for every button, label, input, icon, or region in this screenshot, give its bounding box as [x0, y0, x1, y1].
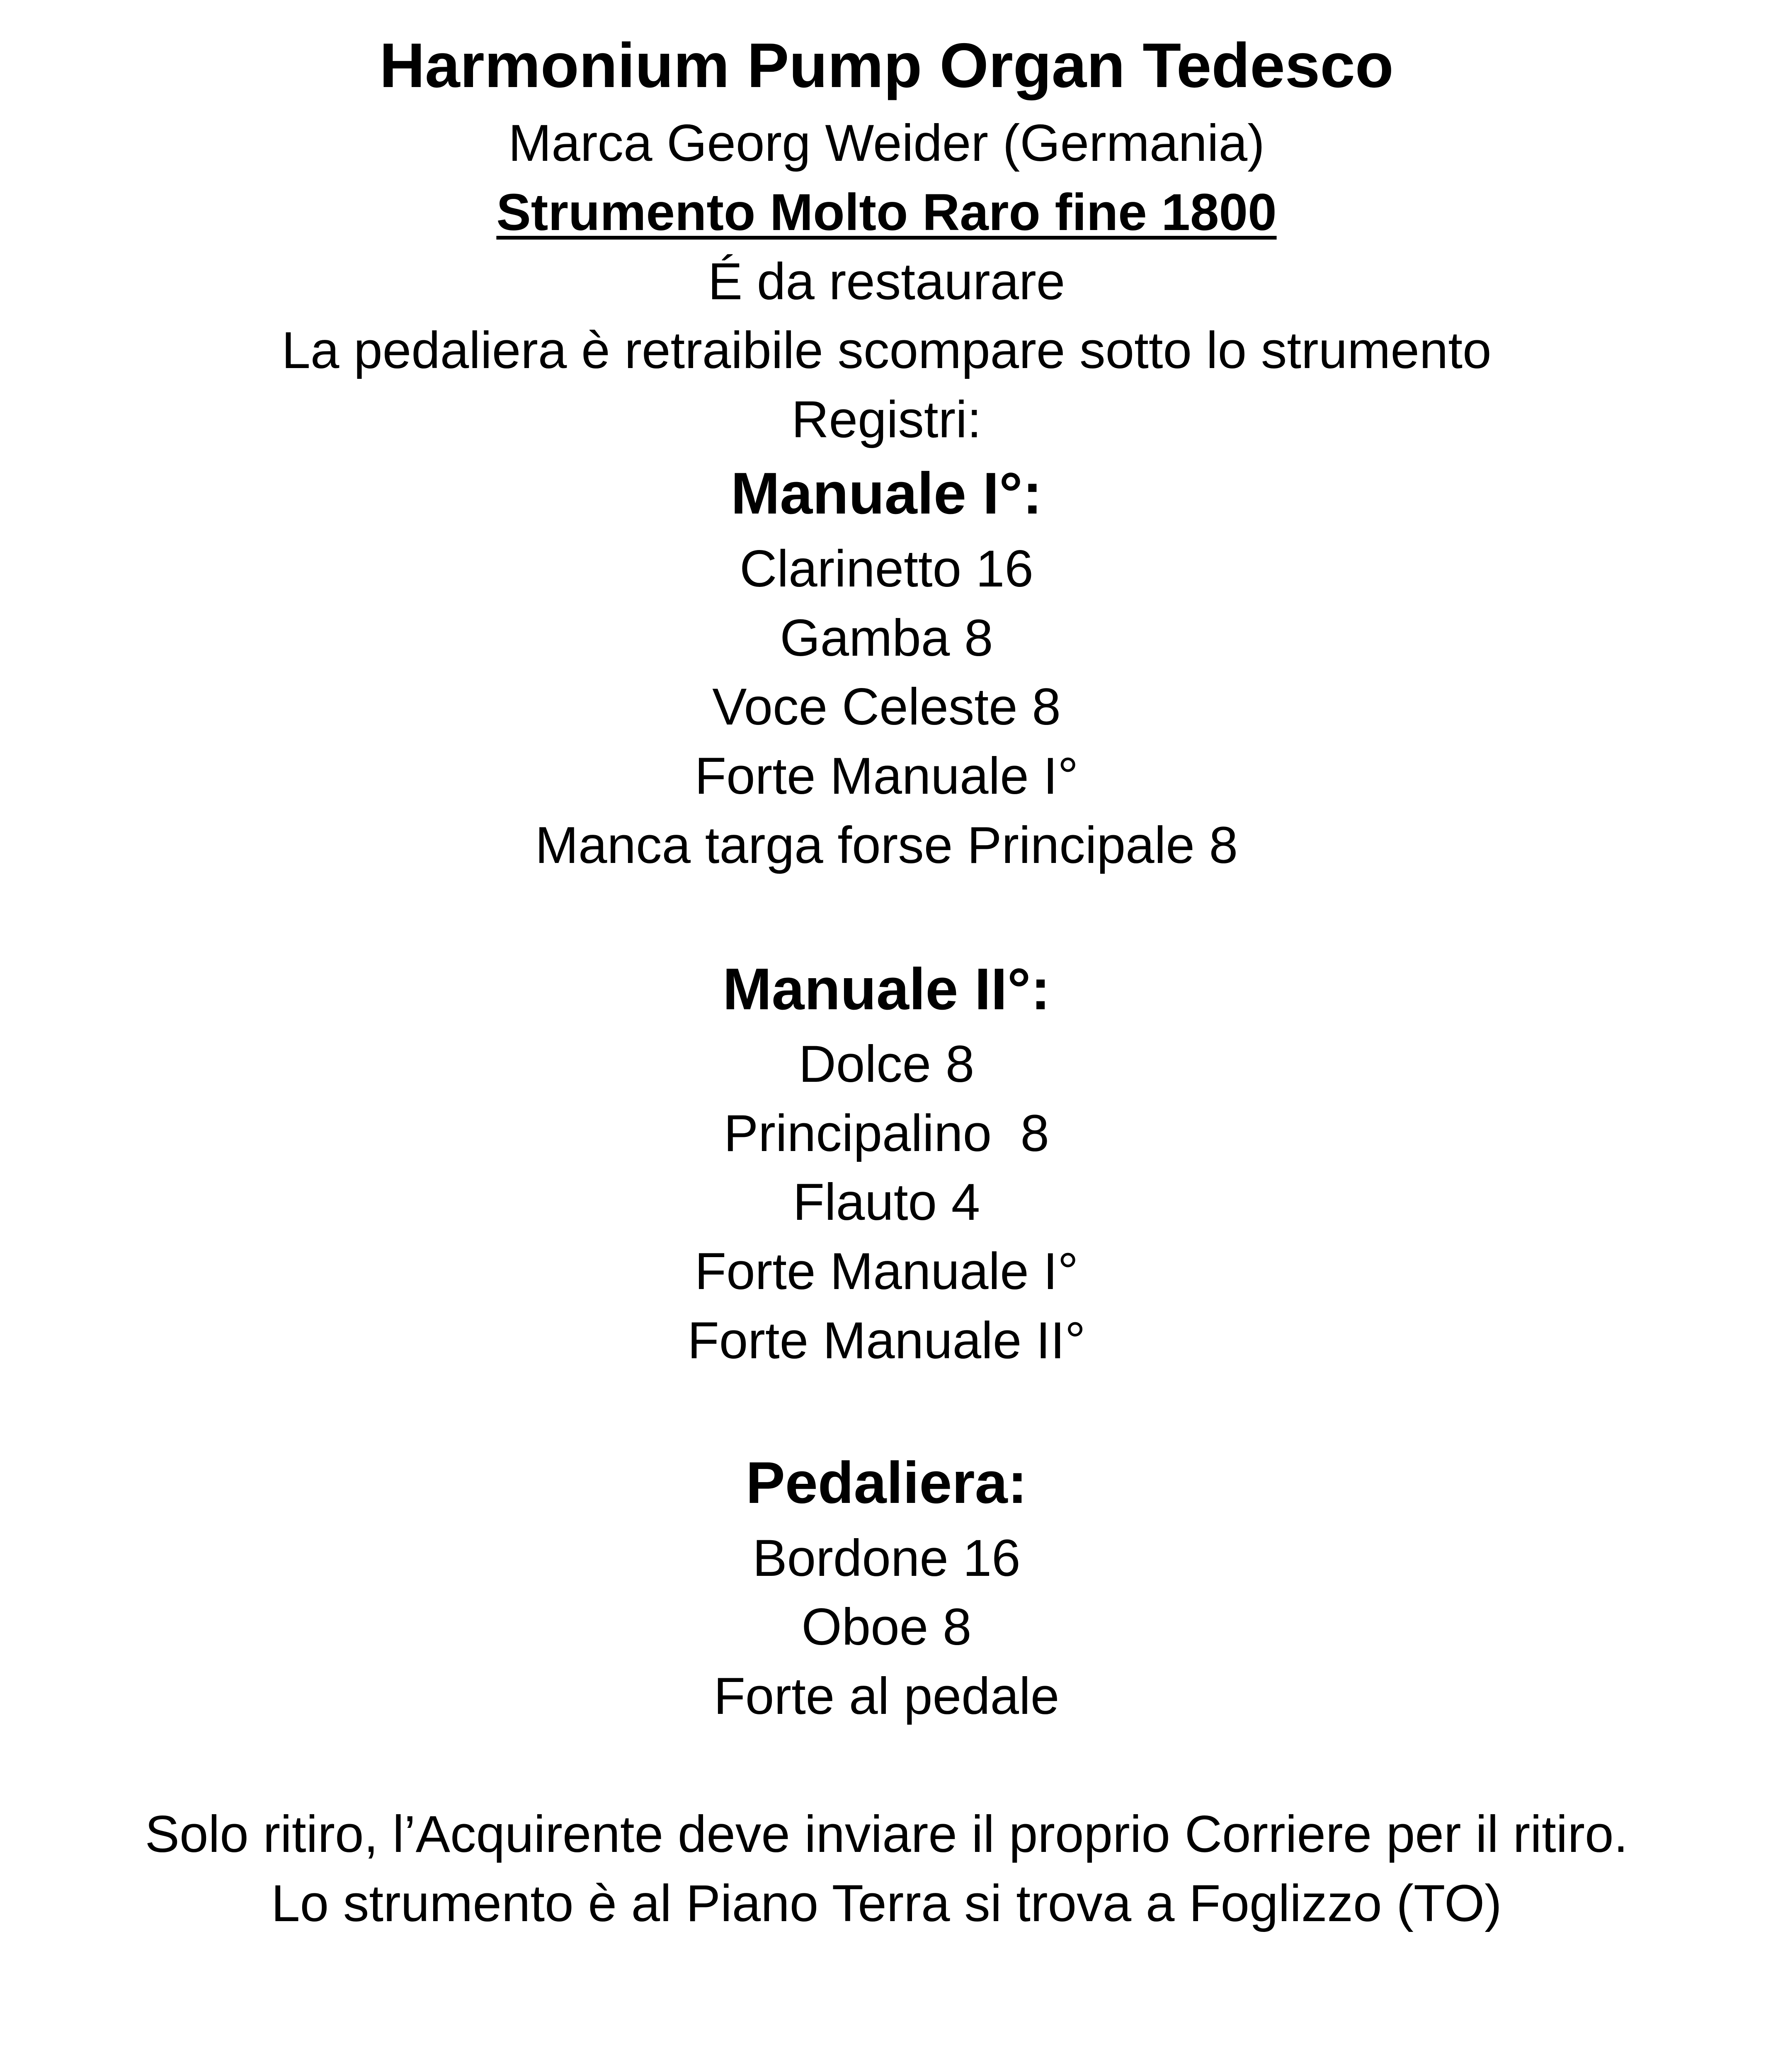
- location-note: Lo strumento è al Piano Terra si trova a Foglizzo (TO): [271, 1875, 1502, 1932]
- rarity-line: Strumento Molto Raro fine 1800: [496, 184, 1277, 241]
- condition-line: É da restaurare: [708, 253, 1065, 310]
- manuale-2-item: Forte Manuale II°: [687, 1312, 1086, 1369]
- manuale-2-item: Forte Manuale I°: [694, 1243, 1079, 1300]
- pedaliera-item: Oboe 8: [801, 1598, 972, 1656]
- manuale-2-item: Dolce 8: [798, 1035, 975, 1093]
- manuale-1-item: Clarinetto 16: [740, 540, 1033, 598]
- manuale-2-item: Principalino 8: [723, 1105, 1050, 1162]
- manuale-2-item: Flauto 4: [793, 1173, 980, 1231]
- pickup-note: Solo ritiro, l’Acquirente deve inviare il proprio Corriere per il ritiro.: [145, 1805, 1628, 1863]
- manuale-1-item: Manca targa forse Principale 8: [535, 817, 1238, 874]
- manuale-1-heading: Manuale I°:: [730, 460, 1043, 526]
- manuale-1-item: Gamba 8: [780, 609, 993, 667]
- brand-line: Marca Georg Weider (Germania): [508, 114, 1265, 172]
- page-title: Harmonium Pump Organ Tedesco: [379, 30, 1394, 101]
- registers-label: Registri:: [791, 391, 982, 448]
- pedaliera-item: Forte al pedale: [713, 1667, 1060, 1725]
- manuale-1-item: Voce Celeste 8: [712, 678, 1061, 736]
- manuale-1-item: Forte Manuale I°: [694, 747, 1079, 805]
- pedal-note-line: La pedaliera è retraibile scompare sotto lo strumento: [281, 322, 1492, 379]
- pedaliera-item: Bordone 16: [752, 1529, 1021, 1587]
- pedaliera-heading: Pedaliera:: [746, 1450, 1027, 1516]
- manuale-2-heading: Manuale II°:: [723, 956, 1050, 1022]
